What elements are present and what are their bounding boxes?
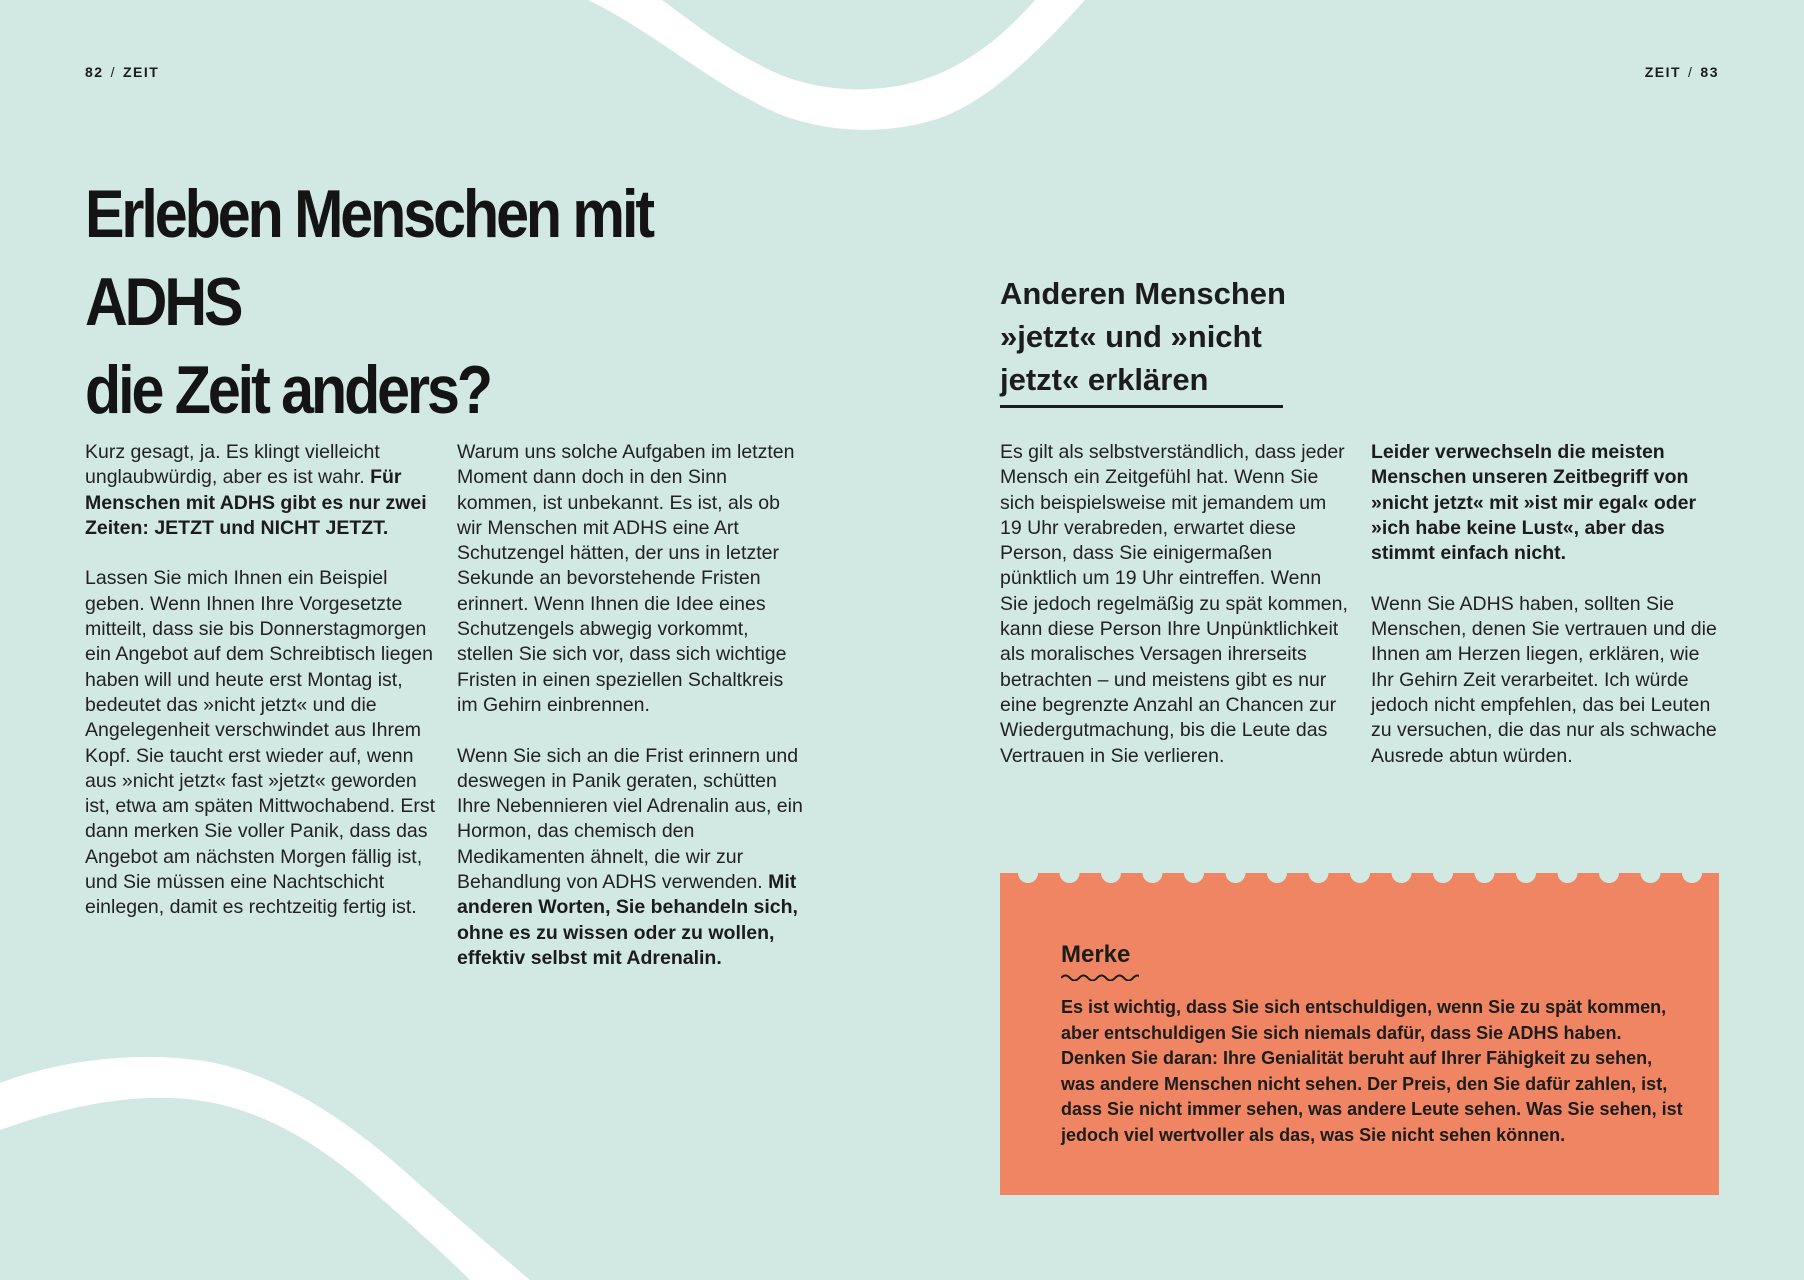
headline-line-2: die Zeit anders? bbox=[85, 352, 490, 428]
section-subheadline bbox=[1000, 272, 1286, 401]
page-number-left: 82 bbox=[85, 64, 104, 80]
scallop bbox=[1599, 873, 1619, 883]
text-column-2 bbox=[457, 440, 809, 997]
subheadline-underline bbox=[1000, 405, 1283, 408]
intro-text: Kurz gesagt, ja. Es klingt vielleicht unglaubwürdig, aber es ist wahr. bbox=[85, 441, 380, 489]
scalloped-edge bbox=[1000, 873, 1719, 887]
scallop bbox=[1641, 873, 1661, 883]
scallop bbox=[1226, 873, 1246, 883]
text-column-1 bbox=[85, 440, 437, 946]
paragraph bbox=[457, 744, 809, 972]
merke-callout-box bbox=[1000, 873, 1719, 1195]
scallop bbox=[1682, 873, 1702, 883]
scallop bbox=[1018, 873, 1038, 883]
subheadline-line-1: Anderen Menschen bbox=[1000, 276, 1286, 311]
paragraph: Wenn Sie ADHS haben, sollten Sie Menschen, denen Sie vertrauen und die Ihnen am Herzen liegen, erklären, wie Ihr Gehirn Zeit verarbeitet. Ich würde jedoch nicht empfehlen, das bei Leuten zu versuchen, die das nur als schwache Ausrede abtun würden. bbox=[1371, 592, 1717, 767]
paragraph: Es gilt als selbstverständlich, dass jeder Mensch ein Zeitgefühl hat. Wenn Sie sich beispielsweise mit jemandem um 19 Uhr verabreden, erwartet diese Person, dass Sie einigermaßen pünktlich um 19 Uhr eintreffen. Wenn Sie jedoch regelmäßig zu spät kommen, kann diese Person Ihre Unpünktlichkeit als moralisches Versagen ihrerseits betrachten – und meistens gibt es nur eine begrenzte Anzahl an Chancen zur Wiedergutmachung, bis die Leute das Vertrauen in Sie verlieren. bbox=[1000, 441, 1348, 767]
folio-separator: / bbox=[1688, 64, 1694, 80]
scallop bbox=[1516, 873, 1536, 883]
text-column-4 bbox=[1371, 440, 1723, 794]
page-header-right bbox=[1645, 64, 1719, 80]
section-label-right: ZEIT bbox=[1644, 64, 1682, 80]
chapter-headline bbox=[85, 170, 729, 434]
section-label-left: ZEIT bbox=[122, 64, 160, 80]
page-header-left bbox=[85, 64, 159, 80]
scallop bbox=[1184, 873, 1204, 883]
scallop bbox=[1267, 873, 1287, 883]
paragraph-text: Wenn Sie sich an die Frist erinnern und deswegen in Panik geraten, schütten Ihre Nebennieren viel Adrenalin aus, ein Hormon, das chemisch den Medikamenten ähnelt, die wir zur Behandlung von ADHS verwenden. bbox=[457, 744, 803, 894]
scallop bbox=[1060, 873, 1080, 883]
merke-title: Merke bbox=[1061, 941, 1131, 968]
subheadline-line-3: jetzt« erklären bbox=[1000, 362, 1209, 397]
scallop bbox=[1350, 873, 1370, 883]
scallop bbox=[1101, 873, 1121, 883]
page-number-right: 83 bbox=[1700, 64, 1719, 80]
paragraph-emphasis: Leider verwechseln die meisten Menschen unseren Zeitbegriff von »nicht jetzt« mit »ist mir egal« oder »ich habe keine Lust«, aber das stimmt einfach nicht. bbox=[1371, 441, 1697, 565]
paragraph: Warum uns solche Aufgaben im letzten Moment dann doch in den Sinn kommen, ist unbekannt. Es ist, als ob wir Menschen mit ADHS eine Art Schutzengel hätten, der uns in letzter Sekunde an bevorstehende Fristen erinnert. Wenn Ihnen die Idee eines Schutzengels abwegig vorkommt, stellen Sie sich vor, dass sich wichtige Fristen in einen speziellen Schaltkreis im Gehirn einbrennen. bbox=[457, 441, 795, 716]
scallop bbox=[1143, 873, 1163, 883]
headline-line-1: Erleben Menschen mit ADHS bbox=[85, 176, 653, 340]
paragraph bbox=[1371, 440, 1723, 566]
paragraph: Lassen Sie mich Ihnen ein Beispiel geben. Wenn Ihnen Ihre Vorgesetzte mitteilt, dass sie bis Donnerstagmorgen ein Angebot auf dem Schreibtisch liegen haben will und heute erst Montag ist, bedeutet das »nicht jetzt« und die Angelegenheit verschwindet aus Ihrem Kopf. Sie taucht erst wieder auf, wenn aus »nicht jetzt« fast »jetzt« geworden ist, etwa am späten Mittwochabend. Erst dann merken Sie voller Panik, dass das Angebot am nächsten Morgen fällig ist, und Sie müssen eine Nachtschicht einlegen, damit es rechtzeitig fertig ist. bbox=[85, 567, 436, 919]
folio-separator: / bbox=[110, 64, 116, 80]
scallop bbox=[1392, 873, 1412, 883]
intro-emphasis: Für Menschen mit ADHS gibt es nur zwei Zeiten: JETZT und NICHT JETZT. bbox=[85, 466, 427, 539]
squiggle-underline bbox=[1061, 972, 1139, 981]
paragraph-emphasis: Mit anderen Worten, Sie behandeln sich, ohne es zu wissen oder zu wollen, effektiv selbst mit Adrenalin. bbox=[457, 871, 798, 969]
paragraph bbox=[85, 440, 437, 541]
merke-text: Es ist wichtig, dass Sie sich entschuldigen, wenn Sie zu spät kommen, aber entschuldigen Sie sich niemals dafür, dass Sie ADHS haben. Denken Sie daran: Ihre Genialität beruht auf Ihrer Fähigkeit zu sehen, was andere Menschen nicht sehen. Der Preis, den Sie dafür zahlen, ist, dass Sie nicht immer sehen, was andere Leute sehen. Was Sie sehen, ist jedoch viel wertvoller als das, was Sie nicht sehen können. bbox=[1061, 997, 1683, 1145]
bottom-wave bbox=[0, 1057, 530, 1280]
text-column-3 bbox=[1000, 440, 1352, 794]
scallop bbox=[1309, 873, 1329, 883]
scallop bbox=[1558, 873, 1578, 883]
top-wave bbox=[588, 0, 1085, 130]
subheadline-line-2: »jetzt« und »nicht bbox=[1000, 319, 1262, 354]
scallop bbox=[1433, 873, 1453, 883]
scallop bbox=[1475, 873, 1495, 883]
